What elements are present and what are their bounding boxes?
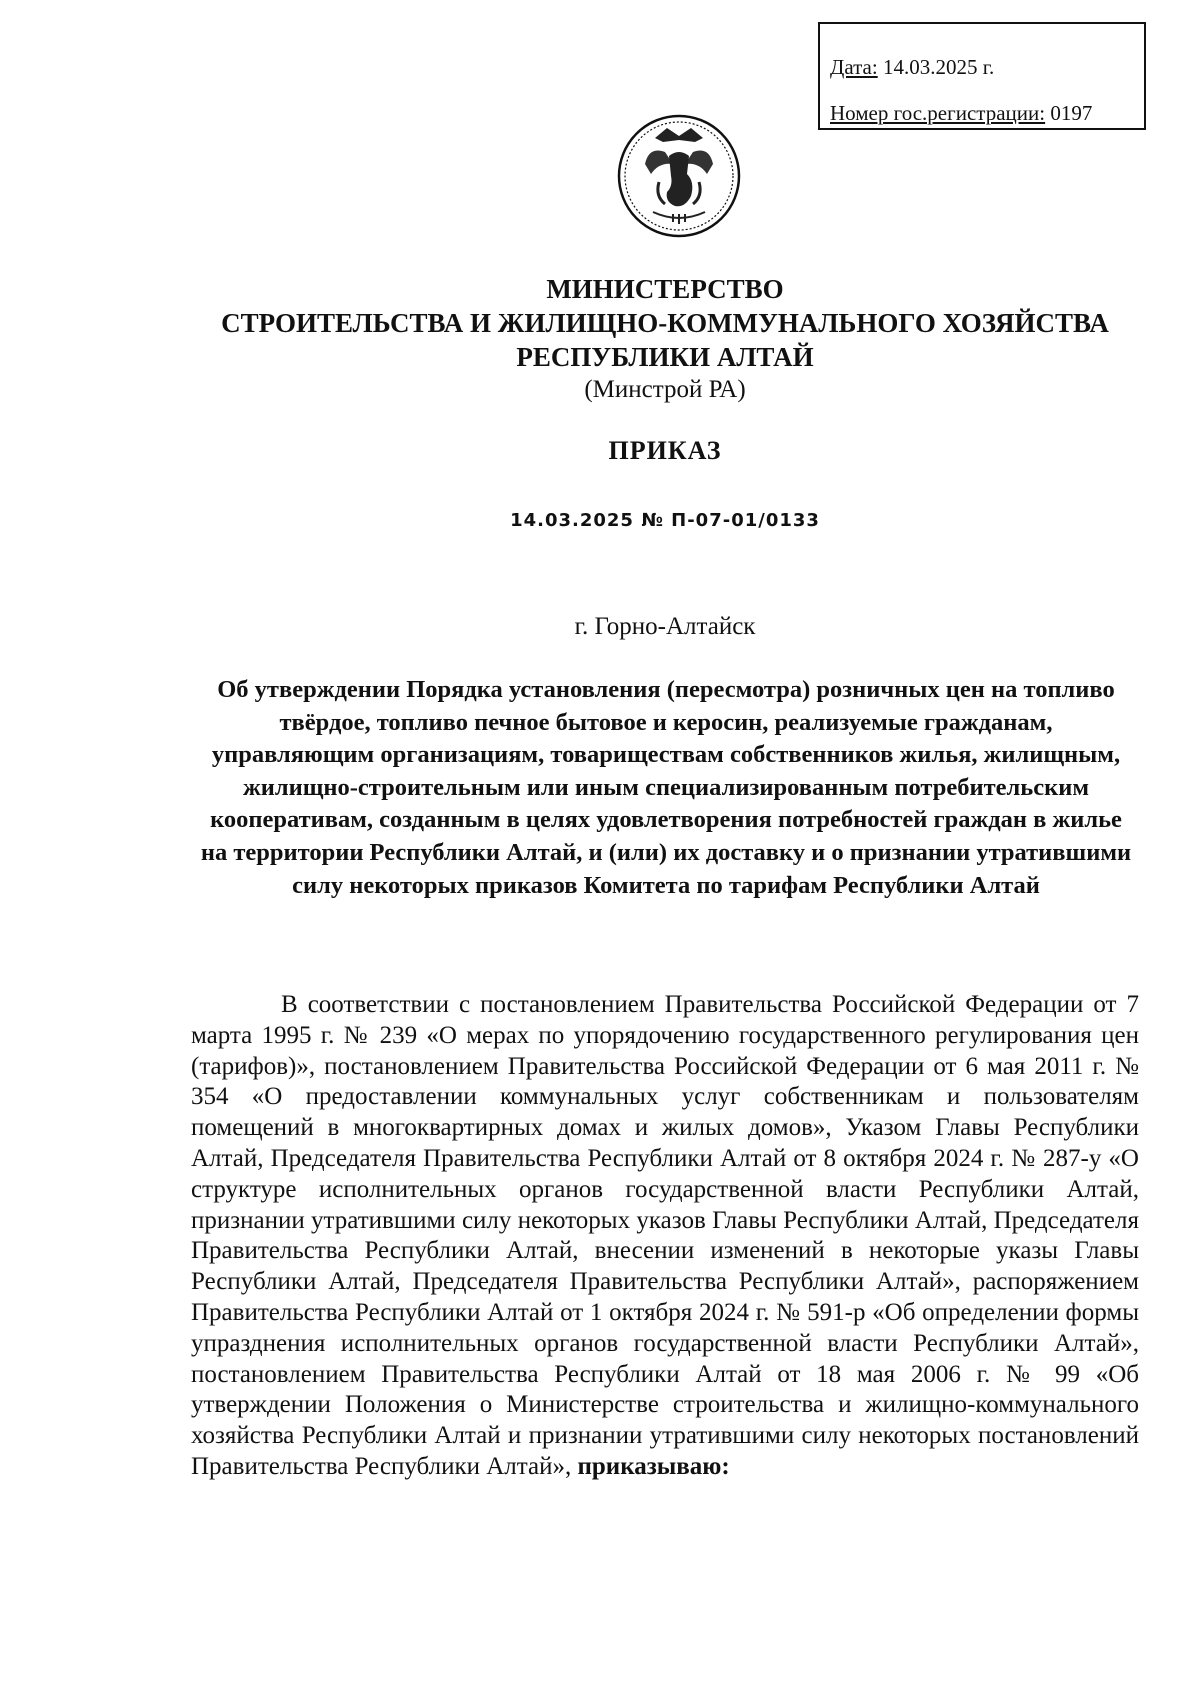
- document-body: [191, 990, 1139, 1483]
- ministry-line-2: СТРОИТЕЛЬСТВА И ЖИЛИЩНО-КОММУНАЛЬНОГО ХОЗЯЙСТВА: [221, 308, 1109, 338]
- registration-stamp: [818, 22, 1146, 130]
- ministry-short-name: (Минстрой РА): [584, 376, 746, 403]
- stamp-date-row: [830, 44, 1144, 90]
- stamp-reg-row: [830, 90, 1144, 136]
- body-closing: приказываю:: [577, 1452, 730, 1480]
- coat-of-arms-emblem-icon: [615, 112, 743, 240]
- ministry-heading: [0, 272, 1200, 374]
- document-date-number: 14.03.2025 № П-07-01/0133: [510, 510, 820, 531]
- stamp-date-value: 14.03.2025 г.: [882, 55, 995, 79]
- body-text: В соответствии с постановлением Правительства Российской Федерации от 7 марта 1995 г. № 239 «О мерах по упорядочению государственного регулирования цен (тарифов)», постановлением Правительства Российской Федерации от 6 мая 2011 г. № 354 «О предоставлении коммунальных услуг собственникам и пользователям помещений в многоквартирных домах и жилых домов», Указом Главы Республики Алтай, Председателя Правительства Республики Алтай от 8 октября 2024 г. № 287-у «О структуре исполнительных органов государственной власти Республики Алтай, признании утратившими силу некоторых указов Главы Республики Алтай, Председателя Правительства Республики Алтай, внесении изменений в некоторые указы Главы Республики Алтай, Председателя Правительства Республики Алтай», распоряжением Правительства Республики Алтай от 1 октября 2024 г. № 591-р «Об определении формы упразднения исполнительных органов государственной власти Республики Алтай», постановлением Правительства Республики Алтай от 18 мая 2006 г. № 99 «Об утверждении Положения о Министерстве строительства и жилищно-коммунального хозяйства Республики Алтай и признании утратившими силу некоторых постановлений Правительства Республики Алтай»,: [191, 991, 1139, 1480]
- stamp-date-label: Дата:: [830, 55, 878, 79]
- ministry-line-1: МИНИСТЕРСТВО: [546, 274, 784, 304]
- document-title: Об утверждении Порядка установления (пересмотра) розничных цен на топливо твёрдое, топливо печное бытовое и керосин, реализуемые гражданам, управляющим организациям, товариществам собственников жилья, жилищным, жилищно-строительным или иным специализированным потребительским кооперативам, созданным в целях удовлетворения потребностей граждан в жилье на территории Республики Алтай, и (или) их доставку и о признании утратившими силу некоторых приказов Комитета по тарифам Республики Алтай: [200, 676, 1132, 899]
- stamp-reg-label: Номер гос.регистрации:: [830, 101, 1046, 125]
- ministry-line-3: РЕСПУБЛИКИ АЛТАЙ: [516, 342, 814, 372]
- stamp-reg-value: 0197: [1050, 101, 1093, 125]
- document-city: г. Горно-Алтайск: [574, 613, 756, 640]
- document-type: ПРИКАЗ: [608, 436, 722, 465]
